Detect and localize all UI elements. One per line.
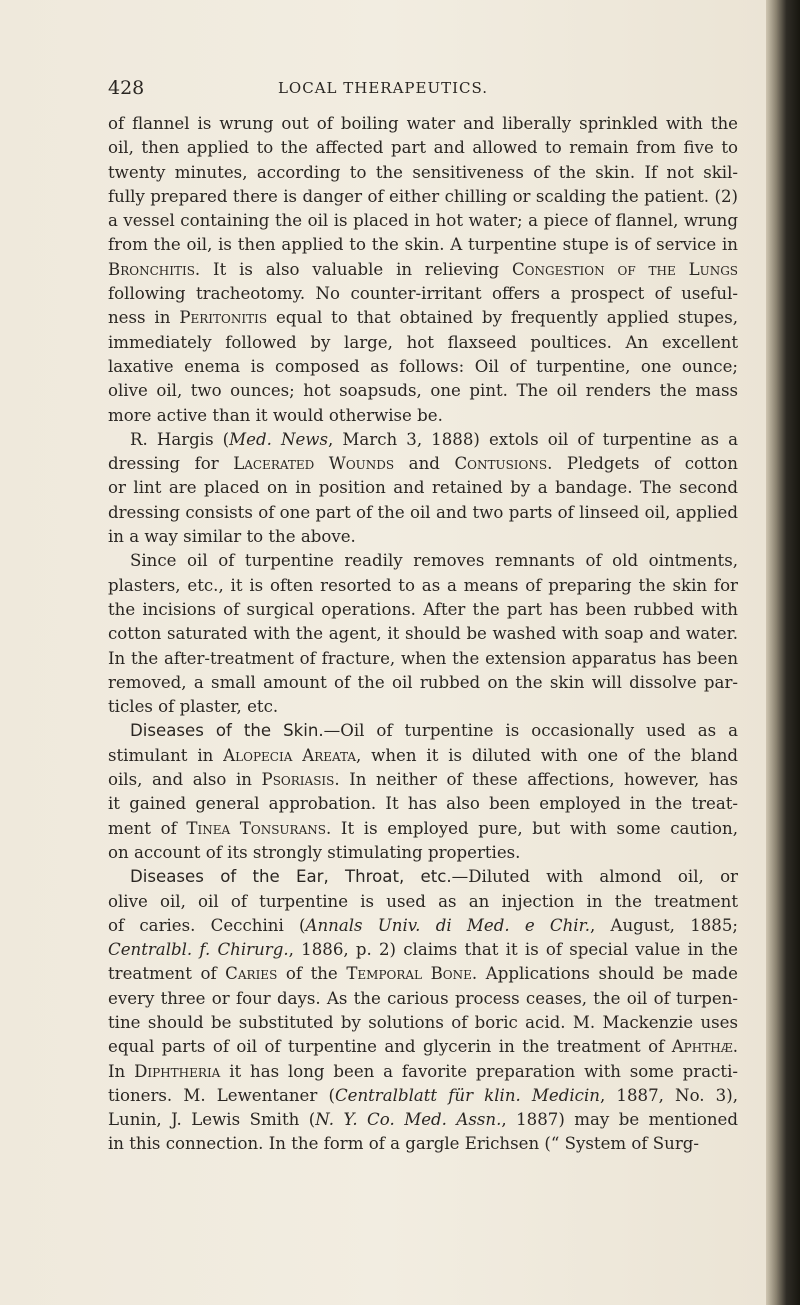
- text-run: , 1887) may be mentioned: [501, 1110, 738, 1130]
- text-run: Med. News: [229, 429, 329, 449]
- text-line: [108, 501, 738, 525]
- text-run: . Applications should be made: [471, 964, 738, 984]
- text-run: of the: [277, 964, 347, 984]
- text-line: [108, 209, 738, 233]
- text-line: [108, 574, 738, 598]
- text-line: [108, 161, 738, 185]
- text-run: , August, 1885;: [589, 915, 738, 935]
- text-line: [108, 525, 738, 549]
- text-run: , when it is diluted with one of the bland: [356, 745, 738, 765]
- text-line: [108, 744, 738, 768]
- text-run: Contusions: [454, 454, 548, 474]
- text-run: twenty minutes, according to the sensitiveness of the skin. If not skil-: [108, 162, 738, 182]
- text-run: R. Hargis (: [130, 429, 230, 449]
- text-line: [108, 404, 738, 428]
- text-run: a vessel containing the oil is placed in hot water; a piece of flannel, wrung: [108, 211, 738, 231]
- page-edge: [766, 0, 800, 1305]
- text-run: fully prepared there is danger of either chilling or scalding the patient. (2): [108, 186, 738, 206]
- text-run: tioners. M. Lewentaner (: [108, 1085, 335, 1105]
- text-run: Peritonitis: [179, 308, 268, 328]
- text-line: [108, 938, 738, 962]
- text-run: . In neither of these affections, however, has: [334, 770, 738, 790]
- text-run: . It is also valuable in relieving: [194, 259, 512, 279]
- text-run: it gained general approbation. It has also been employed in the treat-: [108, 794, 738, 814]
- text-run: dressing for: [108, 454, 234, 474]
- text-line: [108, 914, 738, 938]
- text-line: [108, 233, 738, 257]
- text-run: on account of its strongly stimulating properties.: [108, 842, 521, 862]
- text-run: dressing consists of one part of the oil and two parts of linseed oil, applied: [108, 502, 738, 522]
- text-run: of caries. Cecchini (: [108, 915, 306, 935]
- text-line: [108, 331, 738, 355]
- page-number: 428: [108, 77, 145, 99]
- text-run: immediately followed by large, hot flaxseed poultices. An excellent: [108, 332, 738, 352]
- text-run: olive oil, two ounces; hot soapsuds, one pint. The oil renders the mass: [108, 381, 738, 401]
- text-run: Centralbl. f. Chirurg.: [108, 940, 289, 960]
- text-run: ticles of plaster, etc.: [108, 697, 279, 717]
- text-run: cotton saturated with the agent, it should be washed with soap and water.: [108, 624, 738, 644]
- text-line: [108, 428, 738, 452]
- text-line: [108, 768, 738, 792]
- text-run: In the after-treatment of fracture, when the extension apparatus has been: [108, 648, 738, 668]
- text-run: stimulant in: [108, 745, 224, 765]
- text-run: . Pledgets of cotton: [547, 454, 738, 474]
- text-run: Aphthæ: [671, 1037, 733, 1057]
- text-run: oils, and also in: [108, 770, 262, 790]
- text-run: following tracheotomy. No counter-irritant offers a prospect of useful-: [108, 284, 738, 304]
- text-run: Diphtheria: [134, 1061, 221, 1081]
- text-run: equal parts of oil of turpentine and glycerin in the treatment of: [108, 1037, 672, 1057]
- text-run: , 1886, p. 2) claims that it is of special value in the: [288, 940, 738, 960]
- text-line: [108, 987, 738, 1011]
- text-line: [108, 817, 738, 841]
- text-line: [108, 695, 738, 719]
- text-run: N. Y. Co. Med. Assn.: [315, 1110, 502, 1130]
- text-run: Temporal Bone: [346, 964, 472, 984]
- text-line: [108, 452, 738, 476]
- text-run: Annals Univ. di Med. e Chir.: [305, 915, 590, 935]
- text-run: it has long been a favorite preparation with some practi-: [220, 1061, 738, 1081]
- section-heading: Diseases of the Ear, Throat, etc.: [130, 867, 452, 887]
- text-run: more active than it would otherwise be.: [108, 405, 443, 425]
- text-line: [108, 185, 738, 209]
- text-run: equal to that obtained by frequently applied stupes,: [267, 308, 738, 328]
- text-run: —Diluted with almond oil, or: [451, 867, 738, 887]
- text-run: , March 3, 1888) extols oil of turpentine as a: [328, 429, 738, 449]
- text-run: from the oil, is then applied to the skin. A turpentine stupe is of service in: [108, 235, 738, 255]
- text-line: [108, 306, 738, 330]
- text-run: Caries: [225, 964, 278, 984]
- text-line: [108, 1035, 738, 1059]
- body-text: [108, 112, 738, 1157]
- text-line: [108, 379, 738, 403]
- text-line: [108, 1132, 738, 1156]
- text-line: [108, 841, 738, 865]
- text-run: ness in: [108, 308, 180, 328]
- text-line: [108, 962, 738, 986]
- text-run: plasters, etc., it is often resorted to as a means of preparing the skin for: [108, 575, 738, 595]
- text-run: removed, a small amount of the oil rubbed on the skin will dissolve par-: [108, 672, 738, 692]
- text-line: [108, 792, 738, 816]
- text-line: [108, 355, 738, 379]
- text-run: tine should be substituted by solutions of boric acid. M. Mackenzie uses: [108, 1012, 738, 1032]
- text-run: In: [108, 1061, 135, 1081]
- text-run: or lint are placed on in position and retained by a bandage. The second: [108, 478, 738, 498]
- text-line: [108, 622, 738, 646]
- text-line: [108, 1011, 738, 1035]
- page-header: [108, 77, 728, 105]
- text-run: .: [732, 1037, 738, 1057]
- text-run: Psoriasis: [261, 770, 335, 790]
- text-run: Lacerated Wounds: [233, 454, 395, 474]
- text-line: [108, 647, 738, 671]
- text-run: in a way similar to the above.: [108, 527, 356, 547]
- text-run: Lunin, J. Lewis Smith (: [108, 1110, 316, 1130]
- running-head: LOCAL THERAPEUTICS.: [277, 79, 489, 97]
- text-run: Alopecia Areata: [223, 745, 357, 765]
- text-run: the incisions of surgical operations. After the part has been rubbed with: [108, 599, 738, 619]
- text-line: [108, 112, 738, 136]
- text-line: [108, 1084, 738, 1108]
- text-line: [108, 890, 738, 914]
- text-run: laxative enema is composed as follows: Oil of turpentine, one ounce;: [108, 356, 738, 376]
- section-heading: Diseases of the Skin.: [130, 721, 324, 741]
- text-run: oil, then applied to the affected part and allowed to remain from five to: [108, 138, 738, 158]
- text-run: , 1887, No. 3),: [599, 1085, 738, 1105]
- text-line: [108, 136, 738, 160]
- text-line: [108, 549, 738, 573]
- text-run: Tinea Tonsurans: [186, 818, 326, 838]
- text-run: olive oil, oil of turpentine is used as an injection in the treatment: [108, 891, 738, 911]
- text-run: . It is employed pure, but with some caution,: [325, 818, 738, 838]
- text-line: [108, 1108, 738, 1132]
- text-run: treatment of: [108, 964, 226, 984]
- text-line: [108, 258, 738, 282]
- text-line: [108, 282, 738, 306]
- text-line: [108, 719, 738, 743]
- text-run: —Oil of turpentine is occasionally used as a: [323, 721, 738, 741]
- text-run: Bronchitis: [108, 259, 195, 279]
- text-run: of flannel is wrung out of boiling water and liberally sprinkled with the: [108, 114, 738, 133]
- text-run: Centralblatt für klin. Medicin: [334, 1085, 600, 1105]
- text-run: and: [394, 454, 455, 474]
- text-line: [108, 598, 738, 622]
- text-run: Since oil of turpentine readily removes remnants of old ointments,: [130, 551, 738, 571]
- text-run: ment of: [108, 818, 187, 838]
- text-line: [108, 671, 738, 695]
- text-line: [108, 1060, 738, 1084]
- text-line: [108, 865, 738, 889]
- text-run: every three or four days. As the carious process ceases, the oil of turpen-: [108, 988, 738, 1008]
- text-line: [108, 476, 738, 500]
- text-run: in this connection. In the form of a gargle Erichsen (“ System of Surg-: [108, 1134, 700, 1154]
- text-run: Congestion of the Lungs: [511, 259, 738, 279]
